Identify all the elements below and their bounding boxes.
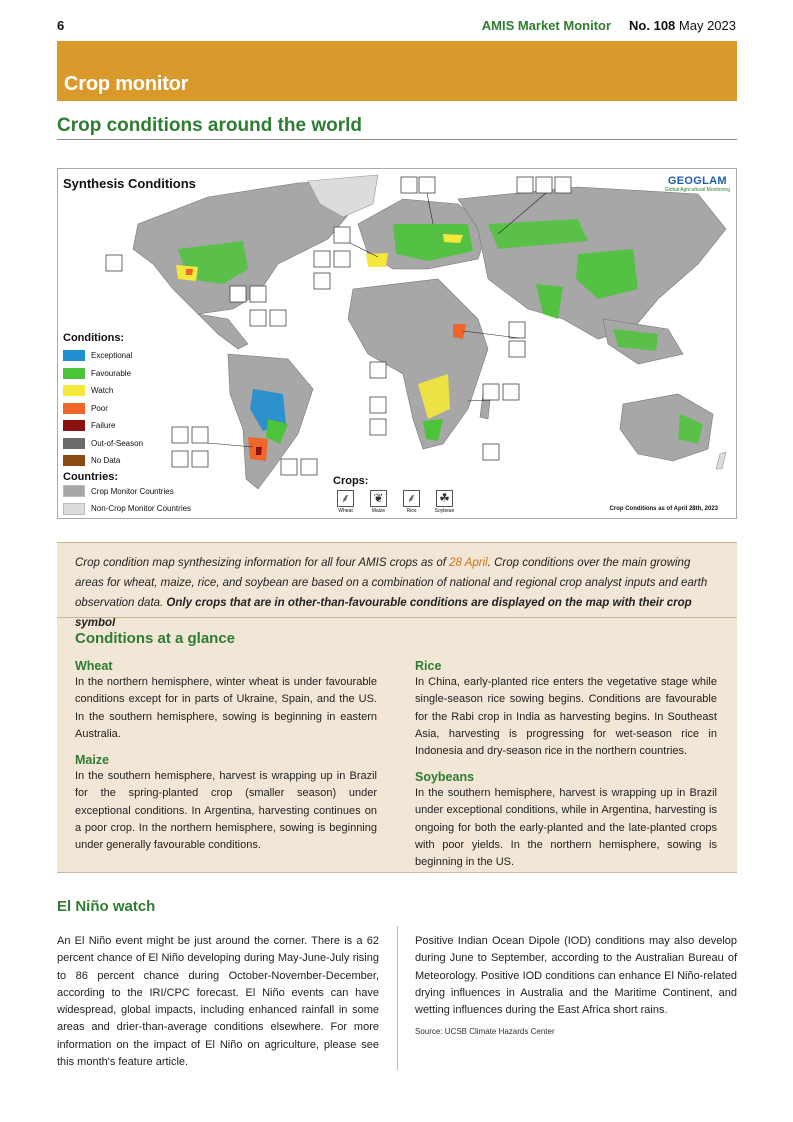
wheat-text: In the northern hemisphere, winter wheat is under favourable conditions except for in parts of Ukraine, Spain, and the US. In the southern hemisphere, sowing is beginning in eastern Australia. bbox=[75, 676, 377, 740]
legend-conditions-heading: Conditions: bbox=[63, 332, 125, 344]
legend-item bbox=[63, 435, 191, 453]
ukraine-watch-region bbox=[443, 234, 463, 243]
crop-marker bbox=[370, 397, 386, 413]
maize-text: In the southern hemisphere, harvest is wrapping up in Brazil for the spring-planted crop (smaller season) under exceptional conditions. In Argentina, harvesting continues on a poor crop. In the northern hemisphere, sowing is beginning under generally favourable conditions. bbox=[75, 770, 377, 852]
spain-watch-region bbox=[366, 253, 388, 267]
geoglam-logo bbox=[665, 175, 730, 193]
crop-marker bbox=[281, 459, 297, 475]
crop-marker bbox=[230, 286, 246, 302]
maize-heading: Maize bbox=[75, 753, 110, 767]
rice-text: In China, early-planted rice enters the vegetative stage while single-season rice sowing begins. Conditions are favourable for the Rabi crop in India as harvesting begins. In Southeast Asia, harvesting is progressing for wet-season rice in Indonesia and dry-season rice in the northern countries. bbox=[415, 676, 717, 758]
issue-number: No. 108 bbox=[629, 18, 676, 33]
crop-marker bbox=[401, 177, 417, 193]
caption-text: . Crop conditions over the main growing areas for wheat, maize, rice, and soybean are based on a combination of national and regional crop analyst inputs and earth observation data. bbox=[75, 557, 708, 609]
section-banner bbox=[57, 41, 737, 101]
crop-legend-soybean bbox=[432, 490, 457, 514]
legend-label: Poor bbox=[91, 403, 108, 413]
running-header bbox=[482, 18, 736, 33]
crop-marker bbox=[250, 310, 266, 326]
crop-marker bbox=[517, 177, 533, 193]
legend-swatch bbox=[63, 350, 85, 361]
source-note: Source: UCSB Climate Hazards Center bbox=[415, 1027, 555, 1036]
crop-marker bbox=[419, 177, 435, 193]
legend-item bbox=[63, 365, 191, 383]
el-nino-left-text: An El Niño event might be just around the corner. There is a 62 percent chance of El Niño developing during May-June-July rising to 86 percent chance during October-November-December, according to the IRI/CPC forecast. El Niño events can have widespread, global impacts, including enhanced rainfall in some areas and drier-than-average conditions elsewhere. For more information on the impact of El Niño on agriculture, please see this month's feature article. bbox=[57, 935, 379, 1069]
crop-marker bbox=[483, 444, 499, 460]
legend-label: Watch bbox=[91, 386, 114, 396]
rice-block bbox=[415, 658, 717, 760]
wheat-heading: Wheat bbox=[75, 659, 113, 673]
crop-marker bbox=[301, 459, 317, 475]
africa-landmass bbox=[348, 279, 488, 449]
legend-label: Failure bbox=[91, 421, 116, 431]
usa-poor-region bbox=[186, 269, 193, 275]
crops-heading: Crops: bbox=[333, 475, 369, 487]
crop-marker bbox=[106, 255, 122, 271]
legend-swatch bbox=[63, 455, 85, 466]
legend-swatch bbox=[63, 385, 85, 396]
crop-marker bbox=[483, 384, 499, 400]
banner-title: Crop monitor bbox=[64, 73, 189, 95]
map-legend bbox=[63, 332, 191, 518]
legend-item bbox=[63, 382, 191, 400]
section-divider bbox=[57, 139, 737, 140]
crop-marker bbox=[334, 227, 350, 243]
column-divider bbox=[397, 926, 398, 1070]
crop-legend-rice bbox=[399, 490, 424, 514]
crop-legend-maize bbox=[366, 490, 391, 514]
crop-marker bbox=[555, 177, 571, 193]
glance-title: Conditions at a glance bbox=[75, 630, 236, 647]
crops-legend bbox=[333, 475, 457, 514]
page-number: 6 bbox=[57, 18, 65, 33]
crop-marker bbox=[509, 341, 525, 357]
crop-marker bbox=[503, 384, 519, 400]
maize-block bbox=[75, 752, 377, 854]
info-box bbox=[57, 542, 737, 873]
soybeans-text: In the southern hemisphere, harvest is wrapping up in Brazil under exceptional conditions, while in Argentina, harvesting is ongoing for both the early-planted and the late-planted crops with poor yields. In the northern hemisphere, sowing is beginning in the US. bbox=[415, 787, 717, 869]
crop-marker bbox=[334, 251, 350, 267]
crop-marker bbox=[536, 177, 552, 193]
rice-icon: ⸙ bbox=[403, 490, 420, 507]
legend-swatch bbox=[63, 368, 85, 379]
issue-date: May 2023 bbox=[678, 18, 736, 33]
legend-item bbox=[63, 483, 191, 501]
legend-swatch bbox=[63, 403, 85, 414]
legend-item bbox=[63, 400, 191, 418]
el-nino-title: El Niño watch bbox=[57, 898, 156, 915]
logo-name: GEOGLAM bbox=[667, 175, 727, 187]
crop-marker bbox=[270, 310, 286, 326]
caption-bold-note: Only crops that are in other-than-favourable conditions are displayed on the map with their crop symbol bbox=[75, 597, 692, 629]
legend-item bbox=[63, 347, 191, 365]
section-title: Crop conditions around the world bbox=[57, 115, 363, 136]
synthesis-conditions-map bbox=[57, 168, 737, 519]
maize-icon: ❦ bbox=[370, 490, 387, 507]
crop-marker bbox=[370, 362, 386, 378]
rice-heading: Rice bbox=[415, 659, 442, 673]
publication-name: AMIS Market Monitor bbox=[481, 18, 612, 33]
wheat-block bbox=[75, 658, 377, 743]
crop-marker bbox=[370, 419, 386, 435]
legend-label: Favourable bbox=[91, 368, 132, 378]
legend-swatch bbox=[63, 420, 85, 431]
crop-marker bbox=[250, 286, 266, 302]
crop-label: Soybean bbox=[434, 508, 455, 514]
caption-date: 28 April bbox=[449, 557, 488, 569]
caption-divider bbox=[57, 617, 737, 618]
soybeans-heading: Soybeans bbox=[415, 770, 475, 784]
crop-marker bbox=[509, 322, 525, 338]
crop-marker bbox=[192, 427, 208, 443]
map-caption bbox=[75, 553, 721, 633]
legend-label: Exceptional bbox=[91, 351, 133, 361]
central-america-landmass bbox=[198, 314, 248, 349]
crop-legend-wheat bbox=[333, 490, 358, 514]
legend-label: Out-of-Season bbox=[91, 438, 144, 448]
legend-item bbox=[63, 417, 191, 435]
el-nino-right-text: Positive Indian Ocean Dipole (IOD) conditions may also develop during June to September, according to the Australian Bureau of Meteorology. Positive IOD conditions can enhance El Niño-related drying influences in Australia and the Maritime Continent, and wetting influences during the East Africa short rains. bbox=[415, 935, 737, 1017]
legend-item bbox=[63, 452, 191, 470]
legend-label: Non-Crop Monitor Countries bbox=[91, 504, 192, 514]
caption-text: Crop condition map synthesizing information for all four AMIS crops as of bbox=[75, 557, 450, 569]
legend-countries-heading: Countries: bbox=[63, 470, 118, 483]
argentina-failure-region bbox=[256, 447, 262, 455]
legend-item bbox=[63, 500, 191, 518]
logo-subtitle: Global Agricultural Monitoring bbox=[664, 187, 730, 193]
legend-label: Crop Monitor Countries bbox=[91, 486, 174, 496]
crop-label: Rice bbox=[406, 508, 417, 514]
soybeans-block bbox=[415, 769, 717, 871]
legend-swatch bbox=[63, 503, 85, 515]
crop-marker bbox=[314, 273, 330, 289]
new-zealand-landmass bbox=[716, 452, 726, 469]
crop-label: Maize bbox=[371, 508, 386, 514]
legend-label: No Data bbox=[91, 456, 121, 466]
crop-marker bbox=[192, 451, 208, 467]
legend-swatch bbox=[63, 438, 85, 449]
crop-label: Wheat bbox=[338, 508, 353, 514]
soybean-icon: ☘ bbox=[436, 490, 453, 507]
wheat-icon: ⸙ bbox=[337, 490, 354, 507]
map-title: Synthesis Conditions bbox=[63, 176, 196, 191]
crop-marker bbox=[314, 251, 330, 267]
legend-swatch bbox=[63, 485, 85, 497]
map-as-of-date: Crop Conditions as of April 28th, 2023 bbox=[609, 506, 718, 512]
